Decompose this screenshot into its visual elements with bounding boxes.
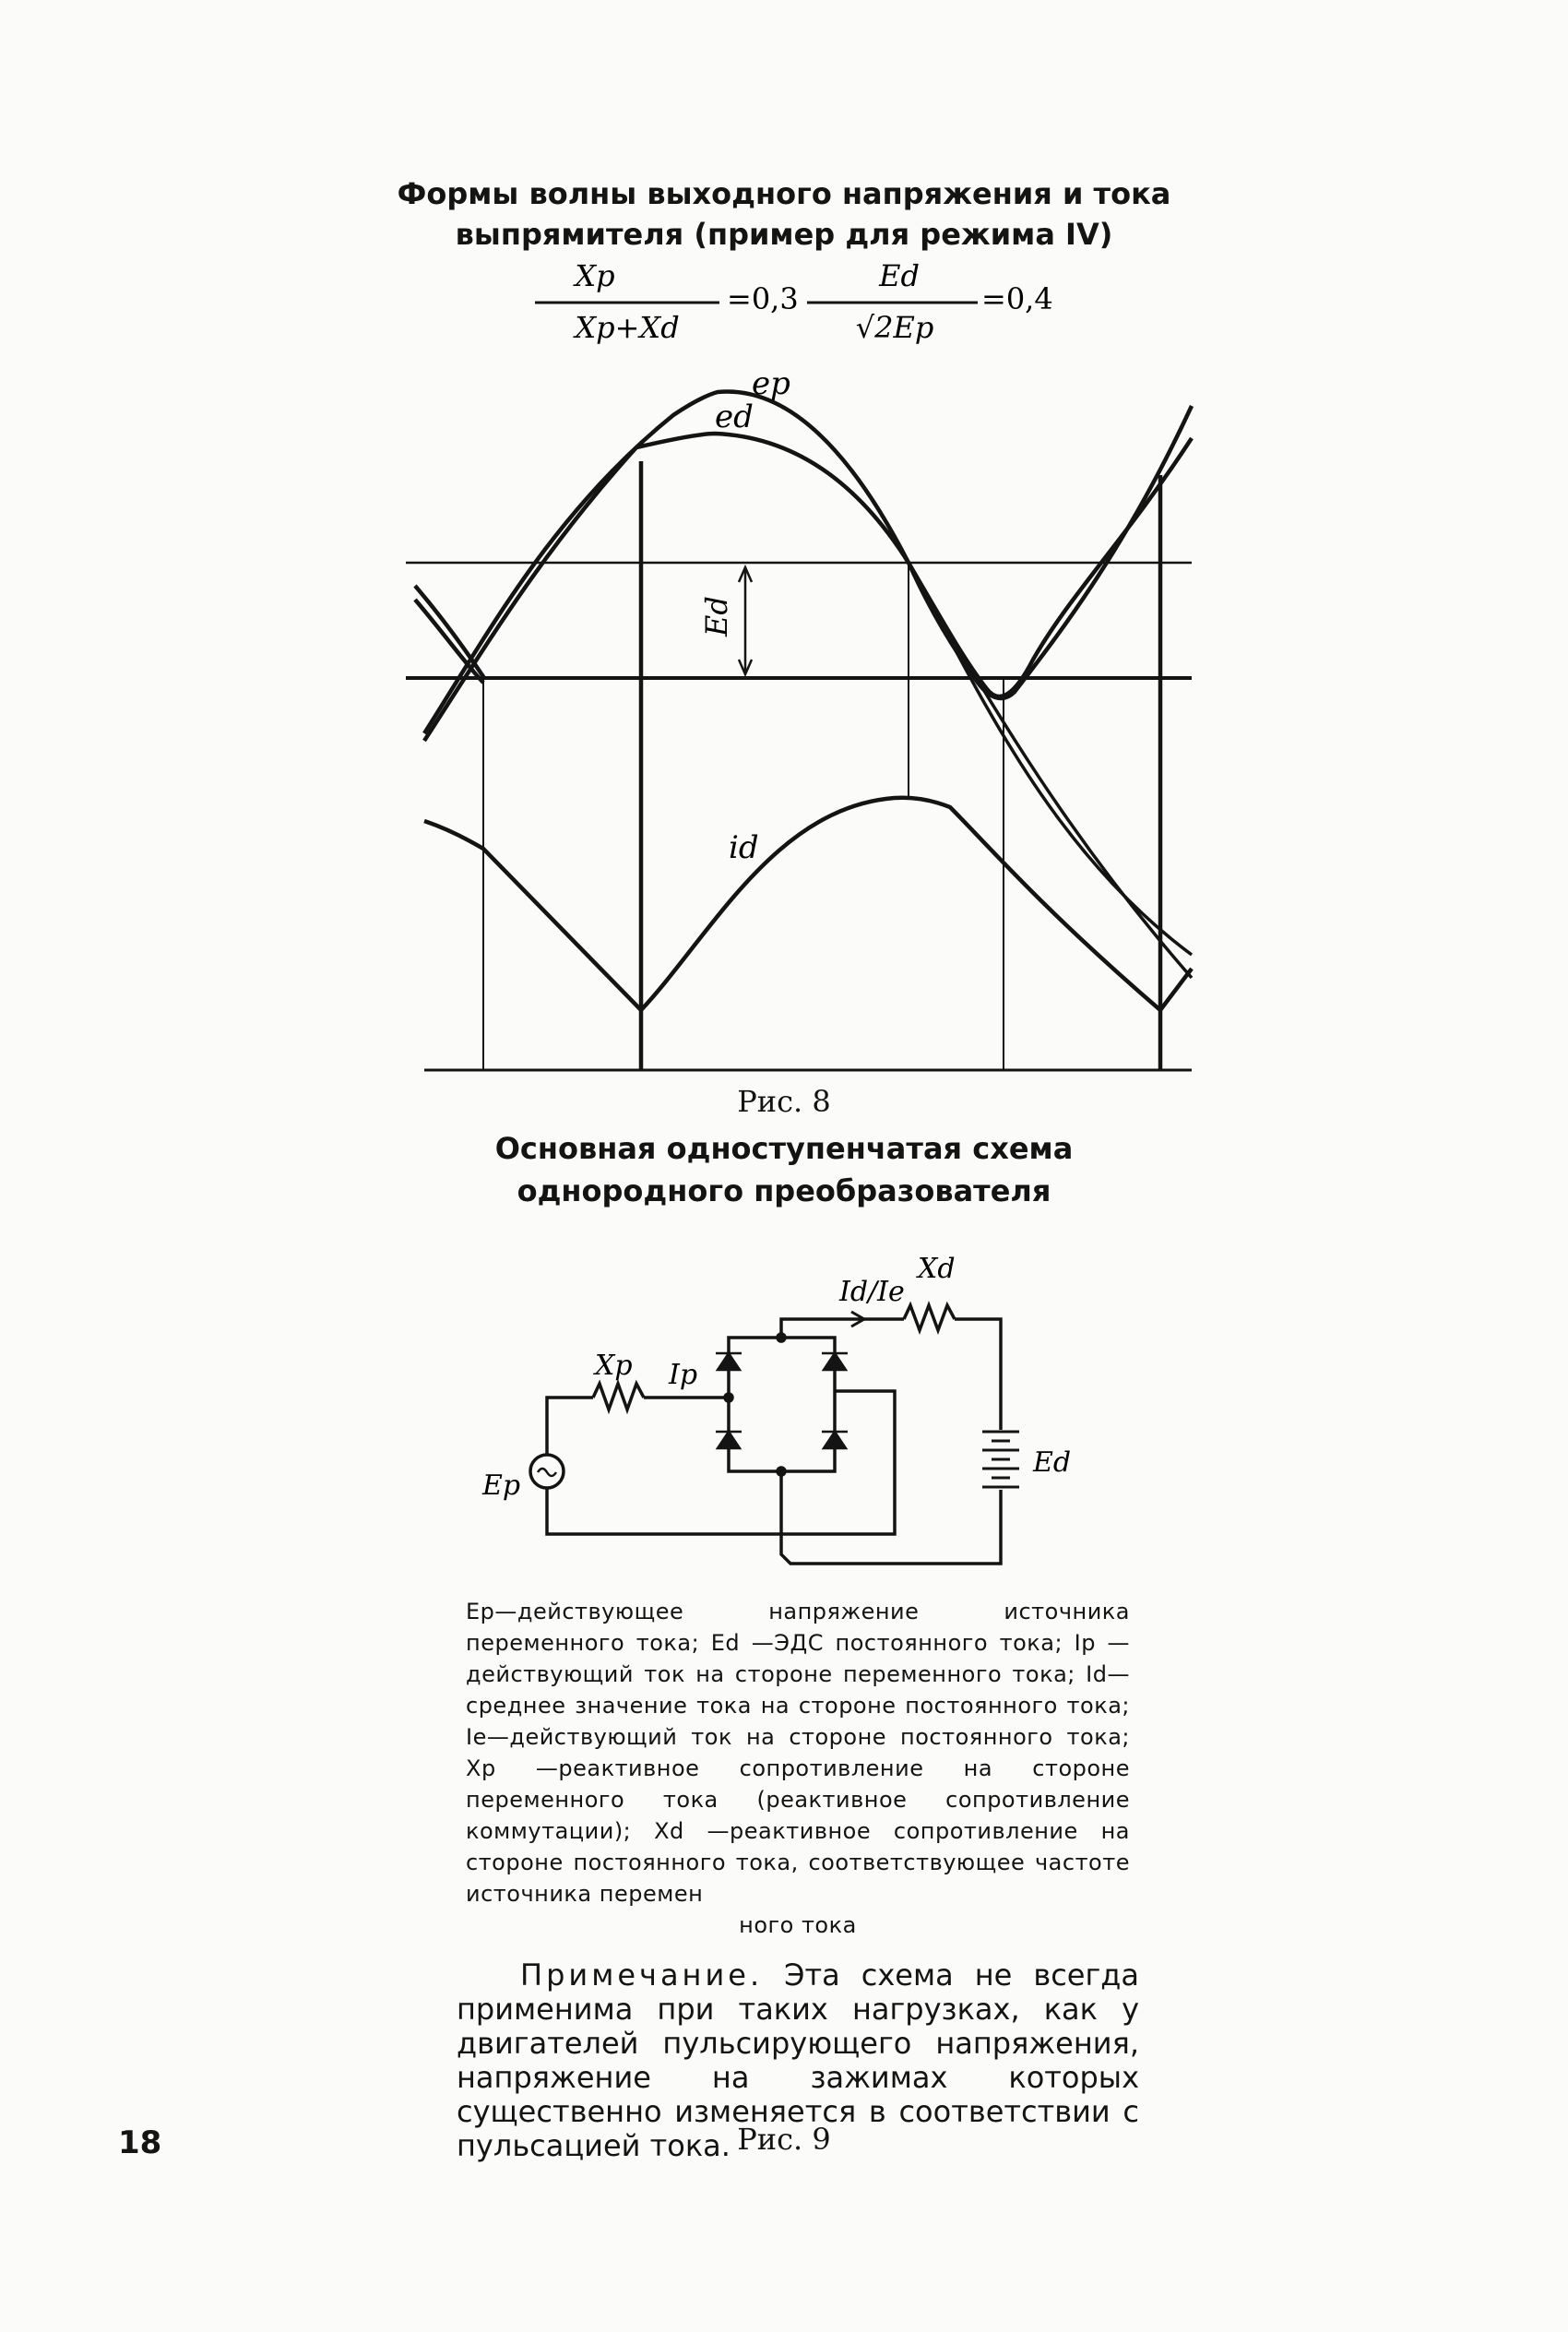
fig9-legend [466,1596,1130,1941]
fig9-title-line2: однородного преобразователя [517,1173,1051,1208]
ep-falling-curve [909,563,1192,955]
page-number: 18 [118,2124,162,2161]
fig9-title [369,1127,1199,1212]
label-Ed: Ed [699,596,734,637]
diode-symbol [716,1432,742,1448]
ed-falling-curve [909,563,1192,978]
xp-resistor-symbol [593,1384,644,1410]
fig8-formula [489,256,1079,358]
bridge-frame [729,1338,835,1471]
label-Id-Ie: Id/Ie [839,1276,905,1308]
label-Ep: Ep [482,1469,521,1502]
wire-source-top [547,1398,593,1455]
battery-symbol [982,1432,1019,1487]
formula-frac1-denominator: Xp+Xd [575,310,680,345]
wire-to-battery [955,1319,1001,1430]
label-id: id [729,829,759,866]
junction-dot [725,1394,732,1401]
fig9-title-line1: Основная одноступенчатая схема [494,1131,1074,1166]
diode-symbol [822,1432,848,1448]
formula-frac2-numerator: Ed [879,258,920,293]
descending-curve [415,600,483,683]
descending-curve [415,586,484,678]
label-Xd: Xd [918,1253,956,1285]
label-Ip: Ip [669,1359,698,1391]
formula-frac1-numerator: Xp [575,258,615,293]
wire-dc-return [781,1471,1001,1564]
fig8-title-line1: Формы волны выходного напряжения и тока [397,176,1171,211]
fig8-title [369,173,1199,255]
formula-frac2-value: =0,4 [981,281,1053,316]
label-Xp: Xp [595,1350,633,1382]
fig9-circuit-diagram [457,1227,1158,1587]
note-text: Эта схема не всегда применима при таких нагрузках, как у двигателей пульсирующего напряжения, напряжение на зажимах которых существенно изменяется в соответствии с пульсацией тока. [457,1957,1140,2163]
fig8-title-line2: выпрямителя (пример для режима IV) [455,217,1113,252]
formula-frac1-value: =0,3 [727,281,799,316]
label-ep: ep [752,365,790,402]
diode-symbol [822,1353,848,1370]
legend-last-line: ного тока [739,1912,857,1938]
fig8-waveform-diagram [397,364,1199,1084]
ed-curve [424,434,1192,741]
ac-source-tilde [538,1469,556,1476]
label-ed: ed [715,399,754,435]
label-Ed-battery: Ed [1033,1446,1072,1479]
wire-source-bottom [547,1391,895,1534]
current-arrow [839,1312,864,1327]
wire-dc-top [781,1319,904,1338]
legend-text: Ep—действующее напряжение источника переменного тока; Ed —ЭДС постоянного тока; Ip —действующий ток на стороне переменного тока; Id—среднее значение тока на стороне постоянного тока; Ie—действующий ток на стороне постоянного тока; Xp —реактивное сопротивление на стороне переменного тока (реактивное сопротивление коммутации); Xd —реактивное сопротивление на стороне постоянного тока, соответствующее частоте источника перемен [466,1599,1130,1907]
note-lead: Примечание. [520,1957,764,1993]
fig9-caption: Рис. 9 [737,2122,831,2157]
formula-frac2-denominator: √2Ep [855,310,934,345]
fig8-caption: Рис. 8 [737,1084,831,1119]
diode-symbol [716,1353,742,1370]
xd-resistor-symbol [904,1305,955,1330]
